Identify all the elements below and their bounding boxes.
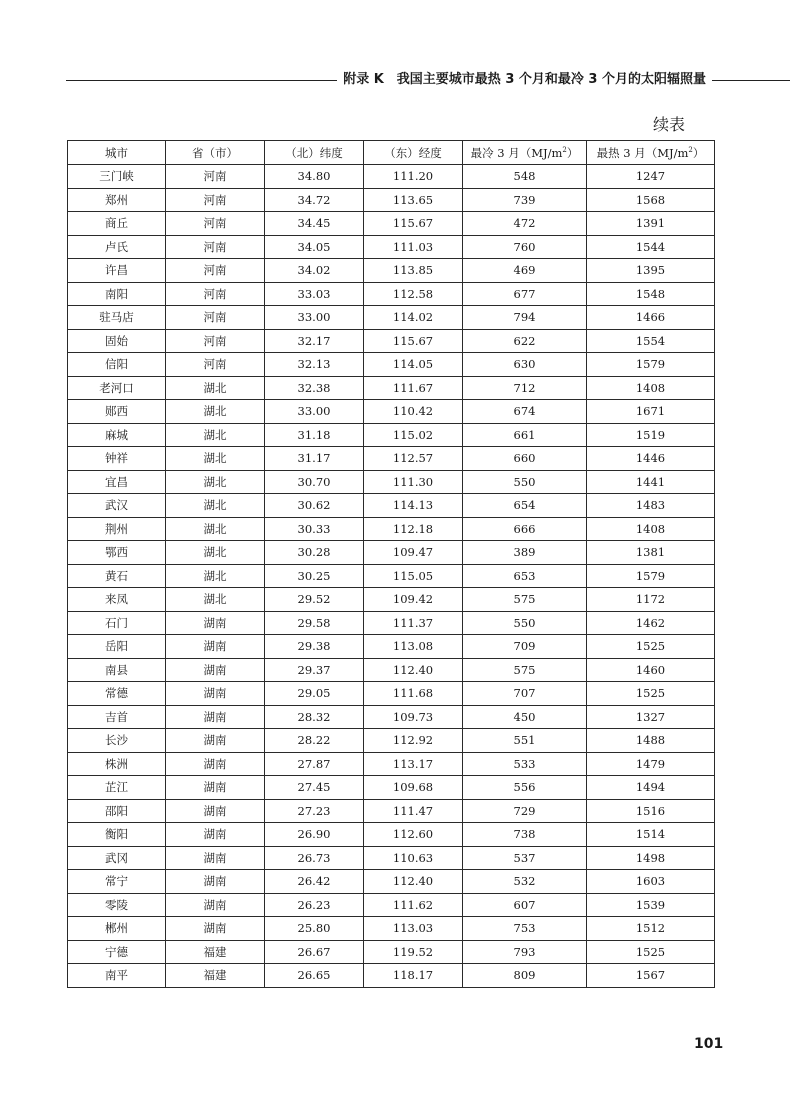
longitude-cell: 109.42: [364, 588, 463, 612]
city-cell: 长沙: [68, 729, 166, 753]
table-row: [68, 823, 715, 847]
coldest-radiation-cell: 709: [463, 635, 587, 659]
latitude-cell: 26.42: [265, 870, 364, 894]
hottest-radiation-cell: 1516: [587, 799, 715, 823]
table-row: [68, 870, 715, 894]
latitude-cell: 34.02: [265, 259, 364, 283]
unit-superscript: 2: [562, 145, 567, 154]
city-cell: 零陵: [68, 893, 166, 917]
city-cell: 许昌: [68, 259, 166, 283]
latitude-cell: 27.87: [265, 752, 364, 776]
coldest-radiation-cell: 660: [463, 447, 587, 471]
coldest-radiation-cell: 666: [463, 517, 587, 541]
province-cell: 湖南: [166, 917, 265, 941]
table-row: [68, 494, 715, 518]
coldest-radiation-cell: 472: [463, 212, 587, 236]
province-cell: 河南: [166, 353, 265, 377]
coldest-radiation-cell: 556: [463, 776, 587, 800]
longitude-cell: 112.57: [364, 447, 463, 471]
province-cell: 湖南: [166, 611, 265, 635]
longitude-cell: 114.02: [364, 306, 463, 330]
page-number: 101: [694, 1036, 724, 1052]
city-cell: 荆州: [68, 517, 166, 541]
hottest-radiation-cell: 1548: [587, 282, 715, 306]
hottest-radiation-cell: 1408: [587, 376, 715, 400]
city-cell: 衡阳: [68, 823, 166, 847]
province-cell: 湖北: [166, 423, 265, 447]
column-header-coldest-3-months: [463, 141, 587, 165]
hottest-radiation-cell: 1498: [587, 846, 715, 870]
longitude-cell: 111.03: [364, 235, 463, 259]
table-row: [68, 917, 715, 941]
coldest-radiation-cell: 537: [463, 846, 587, 870]
table-row: [68, 423, 715, 447]
latitude-cell: 30.25: [265, 564, 364, 588]
latitude-cell: 30.70: [265, 470, 364, 494]
longitude-cell: 109.68: [364, 776, 463, 800]
city-cell: 常宁: [68, 870, 166, 894]
province-cell: 河南: [166, 329, 265, 353]
city-cell: 郴州: [68, 917, 166, 941]
latitude-cell: 34.72: [265, 188, 364, 212]
province-cell: 湖北: [166, 494, 265, 518]
coldest-radiation-cell: 532: [463, 870, 587, 894]
column-header-hottest-text: 最热 3 月（MJ/m: [596, 145, 689, 160]
table-row: [68, 658, 715, 682]
coldest-radiation-cell: 630: [463, 353, 587, 377]
city-cell: 南平: [68, 964, 166, 988]
latitude-cell: 29.52: [265, 588, 364, 612]
coldest-radiation-cell: 469: [463, 259, 587, 283]
table-row: [68, 611, 715, 635]
coldest-radiation-cell: 551: [463, 729, 587, 753]
table-row: [68, 776, 715, 800]
city-cell: 武冈: [68, 846, 166, 870]
longitude-cell: 111.68: [364, 682, 463, 706]
longitude-cell: 111.20: [364, 165, 463, 189]
longitude-cell: 113.65: [364, 188, 463, 212]
table-row: [68, 705, 715, 729]
province-cell: 湖南: [166, 776, 265, 800]
unit-superscript: 2: [688, 145, 693, 154]
province-cell: 河南: [166, 188, 265, 212]
hottest-radiation-cell: 1479: [587, 752, 715, 776]
latitude-cell: 25.80: [265, 917, 364, 941]
province-cell: 河南: [166, 235, 265, 259]
coldest-radiation-cell: 729: [463, 799, 587, 823]
table-body: [68, 165, 715, 988]
latitude-cell: 26.23: [265, 893, 364, 917]
latitude-cell: 26.67: [265, 940, 364, 964]
coldest-radiation-cell: 794: [463, 306, 587, 330]
unit-close-paren: ）: [566, 145, 579, 160]
table-row: [68, 329, 715, 353]
table-row: [68, 212, 715, 236]
longitude-cell: 112.40: [364, 870, 463, 894]
city-cell: 商丘: [68, 212, 166, 236]
solar-radiation-table: [67, 140, 715, 988]
province-cell: 湖南: [166, 752, 265, 776]
city-cell: 吉首: [68, 705, 166, 729]
province-cell: 湖北: [166, 470, 265, 494]
hottest-radiation-cell: 1391: [587, 212, 715, 236]
hottest-radiation-cell: 1525: [587, 940, 715, 964]
province-cell: 福建: [166, 940, 265, 964]
table-row: [68, 588, 715, 612]
city-cell: 驻马店: [68, 306, 166, 330]
city-cell: 郑州: [68, 188, 166, 212]
hottest-radiation-cell: 1579: [587, 353, 715, 377]
longitude-cell: 115.67: [364, 329, 463, 353]
latitude-cell: 26.90: [265, 823, 364, 847]
table-row: [68, 353, 715, 377]
hottest-radiation-cell: 1488: [587, 729, 715, 753]
province-cell: 河南: [166, 165, 265, 189]
hottest-radiation-cell: 1525: [587, 635, 715, 659]
table-row: [68, 306, 715, 330]
province-cell: 湖南: [166, 729, 265, 753]
city-cell: 麻城: [68, 423, 166, 447]
table-row: [68, 635, 715, 659]
coldest-radiation-cell: 653: [463, 564, 587, 588]
continued-label: 续表: [653, 115, 686, 134]
coldest-radiation-cell: 550: [463, 611, 587, 635]
hottest-radiation-cell: 1554: [587, 329, 715, 353]
hottest-radiation-cell: 1671: [587, 400, 715, 424]
city-cell: 南县: [68, 658, 166, 682]
longitude-cell: 115.02: [364, 423, 463, 447]
province-cell: 河南: [166, 259, 265, 283]
city-cell: 三门峡: [68, 165, 166, 189]
province-cell: 湖北: [166, 400, 265, 424]
latitude-cell: 34.80: [265, 165, 364, 189]
hottest-radiation-cell: 1567: [587, 964, 715, 988]
province-cell: 湖北: [166, 376, 265, 400]
table-row: [68, 564, 715, 588]
coldest-radiation-cell: 760: [463, 235, 587, 259]
city-cell: 岳阳: [68, 635, 166, 659]
city-cell: 常德: [68, 682, 166, 706]
longitude-cell: 111.30: [364, 470, 463, 494]
city-cell: 钟祥: [68, 447, 166, 471]
province-cell: 湖北: [166, 447, 265, 471]
table-row: [68, 517, 715, 541]
longitude-cell: 112.18: [364, 517, 463, 541]
table-row: [68, 470, 715, 494]
unit-close-paren: ）: [692, 145, 705, 160]
longitude-cell: 110.42: [364, 400, 463, 424]
coldest-radiation-cell: 739: [463, 188, 587, 212]
coldest-radiation-cell: 450: [463, 705, 587, 729]
longitude-cell: 113.85: [364, 259, 463, 283]
latitude-cell: 30.28: [265, 541, 364, 565]
longitude-cell: 111.47: [364, 799, 463, 823]
hottest-radiation-cell: 1172: [587, 588, 715, 612]
latitude-cell: 29.58: [265, 611, 364, 635]
longitude-cell: 112.40: [364, 658, 463, 682]
latitude-cell: 31.18: [265, 423, 364, 447]
coldest-radiation-cell: 793: [463, 940, 587, 964]
longitude-cell: 115.05: [364, 564, 463, 588]
table-row: [68, 940, 715, 964]
province-cell: 湖北: [166, 517, 265, 541]
longitude-cell: 112.60: [364, 823, 463, 847]
coldest-radiation-cell: 809: [463, 964, 587, 988]
column-header-province: 省（市）: [166, 141, 265, 165]
province-cell: 福建: [166, 964, 265, 988]
latitude-cell: 29.05: [265, 682, 364, 706]
coldest-radiation-cell: 712: [463, 376, 587, 400]
latitude-cell: 29.37: [265, 658, 364, 682]
province-cell: 湖南: [166, 635, 265, 659]
column-header-longitude: （东）经度: [364, 141, 463, 165]
hottest-radiation-cell: 1395: [587, 259, 715, 283]
longitude-cell: 109.73: [364, 705, 463, 729]
province-cell: 河南: [166, 282, 265, 306]
longitude-cell: 113.08: [364, 635, 463, 659]
province-cell: 湖北: [166, 588, 265, 612]
latitude-cell: 28.22: [265, 729, 364, 753]
coldest-radiation-cell: 607: [463, 893, 587, 917]
hottest-radiation-cell: 1544: [587, 235, 715, 259]
hottest-radiation-cell: 1568: [587, 188, 715, 212]
longitude-cell: 110.63: [364, 846, 463, 870]
longitude-cell: 114.13: [364, 494, 463, 518]
latitude-cell: 33.03: [265, 282, 364, 306]
latitude-cell: 26.73: [265, 846, 364, 870]
coldest-radiation-cell: 575: [463, 588, 587, 612]
coldest-radiation-cell: 389: [463, 541, 587, 565]
hottest-radiation-cell: 1466: [587, 306, 715, 330]
coldest-radiation-cell: 738: [463, 823, 587, 847]
city-cell: 宁德: [68, 940, 166, 964]
province-cell: 湖南: [166, 705, 265, 729]
hottest-radiation-cell: 1460: [587, 658, 715, 682]
latitude-cell: 26.65: [265, 964, 364, 988]
hottest-radiation-cell: 1525: [587, 682, 715, 706]
hottest-radiation-cell: 1247: [587, 165, 715, 189]
longitude-cell: 113.17: [364, 752, 463, 776]
city-cell: 鄂西: [68, 541, 166, 565]
city-cell: 信阳: [68, 353, 166, 377]
latitude-cell: 30.62: [265, 494, 364, 518]
city-cell: 株洲: [68, 752, 166, 776]
coldest-radiation-cell: 622: [463, 329, 587, 353]
longitude-cell: 113.03: [364, 917, 463, 941]
hottest-radiation-cell: 1408: [587, 517, 715, 541]
province-cell: 湖南: [166, 799, 265, 823]
longitude-cell: 118.17: [364, 964, 463, 988]
table-row: [68, 447, 715, 471]
table-row: [68, 400, 715, 424]
table-row: [68, 376, 715, 400]
coldest-radiation-cell: 707: [463, 682, 587, 706]
province-cell: 湖南: [166, 846, 265, 870]
coldest-radiation-cell: 674: [463, 400, 587, 424]
city-cell: 固始: [68, 329, 166, 353]
latitude-cell: 33.00: [265, 306, 364, 330]
table-row: [68, 846, 715, 870]
province-cell: 湖南: [166, 658, 265, 682]
hottest-radiation-cell: 1539: [587, 893, 715, 917]
hottest-radiation-cell: 1441: [587, 470, 715, 494]
table-row: [68, 188, 715, 212]
province-cell: 湖南: [166, 893, 265, 917]
latitude-cell: 32.13: [265, 353, 364, 377]
longitude-cell: 111.67: [364, 376, 463, 400]
province-cell: 湖北: [166, 564, 265, 588]
city-cell: 宜昌: [68, 470, 166, 494]
longitude-cell: 111.62: [364, 893, 463, 917]
column-header-coldest-text: 最冷 3 月（MJ/m: [470, 145, 563, 160]
province-cell: 湖北: [166, 541, 265, 565]
table-row: [68, 165, 715, 189]
running-header-title: 附录 K 我国主要城市最热 3 个月和最冷 3 个月的太阳辐照量: [337, 72, 712, 88]
province-cell: 河南: [166, 306, 265, 330]
hottest-radiation-cell: 1494: [587, 776, 715, 800]
hottest-radiation-cell: 1519: [587, 423, 715, 447]
coldest-radiation-cell: 575: [463, 658, 587, 682]
province-cell: 湖南: [166, 823, 265, 847]
longitude-cell: 115.67: [364, 212, 463, 236]
city-cell: 石门: [68, 611, 166, 635]
table-header-row: [68, 141, 715, 165]
longitude-cell: 119.52: [364, 940, 463, 964]
longitude-cell: 109.47: [364, 541, 463, 565]
column-header-city: 城市: [68, 141, 166, 165]
coldest-radiation-cell: 654: [463, 494, 587, 518]
city-cell: 卢氏: [68, 235, 166, 259]
table-row: [68, 964, 715, 988]
latitude-cell: 29.38: [265, 635, 364, 659]
coldest-radiation-cell: 533: [463, 752, 587, 776]
column-header-latitude: （北）纬度: [265, 141, 364, 165]
hottest-radiation-cell: 1462: [587, 611, 715, 635]
coldest-radiation-cell: 550: [463, 470, 587, 494]
coldest-radiation-cell: 661: [463, 423, 587, 447]
hottest-radiation-cell: 1579: [587, 564, 715, 588]
coldest-radiation-cell: 753: [463, 917, 587, 941]
column-header-hottest-3-months: [587, 141, 715, 165]
table-row: [68, 752, 715, 776]
latitude-cell: 31.17: [265, 447, 364, 471]
table-row: [68, 893, 715, 917]
city-cell: 武汉: [68, 494, 166, 518]
table-row: [68, 682, 715, 706]
hottest-radiation-cell: 1327: [587, 705, 715, 729]
latitude-cell: 27.23: [265, 799, 364, 823]
longitude-cell: 112.92: [364, 729, 463, 753]
latitude-cell: 33.00: [265, 400, 364, 424]
longitude-cell: 112.58: [364, 282, 463, 306]
city-cell: 邵阳: [68, 799, 166, 823]
city-cell: 南阳: [68, 282, 166, 306]
latitude-cell: 28.32: [265, 705, 364, 729]
city-cell: 黄石: [68, 564, 166, 588]
city-cell: 老河口: [68, 376, 166, 400]
latitude-cell: 34.05: [265, 235, 364, 259]
table-row: [68, 235, 715, 259]
coldest-radiation-cell: 548: [463, 165, 587, 189]
hottest-radiation-cell: 1483: [587, 494, 715, 518]
table-row: [68, 541, 715, 565]
table-row: [68, 729, 715, 753]
city-cell: 芷江: [68, 776, 166, 800]
longitude-cell: 114.05: [364, 353, 463, 377]
province-cell: 湖南: [166, 870, 265, 894]
longitude-cell: 111.37: [364, 611, 463, 635]
coldest-radiation-cell: 677: [463, 282, 587, 306]
province-cell: 河南: [166, 212, 265, 236]
province-cell: 湖南: [166, 682, 265, 706]
table-row: [68, 799, 715, 823]
table-row: [68, 259, 715, 283]
hottest-radiation-cell: 1381: [587, 541, 715, 565]
latitude-cell: 34.45: [265, 212, 364, 236]
latitude-cell: 32.17: [265, 329, 364, 353]
hottest-radiation-cell: 1446: [587, 447, 715, 471]
latitude-cell: 30.33: [265, 517, 364, 541]
city-cell: 来凤: [68, 588, 166, 612]
hottest-radiation-cell: 1603: [587, 870, 715, 894]
hottest-radiation-cell: 1512: [587, 917, 715, 941]
latitude-cell: 27.45: [265, 776, 364, 800]
latitude-cell: 32.38: [265, 376, 364, 400]
city-cell: 郧西: [68, 400, 166, 424]
hottest-radiation-cell: 1514: [587, 823, 715, 847]
table-row: [68, 282, 715, 306]
